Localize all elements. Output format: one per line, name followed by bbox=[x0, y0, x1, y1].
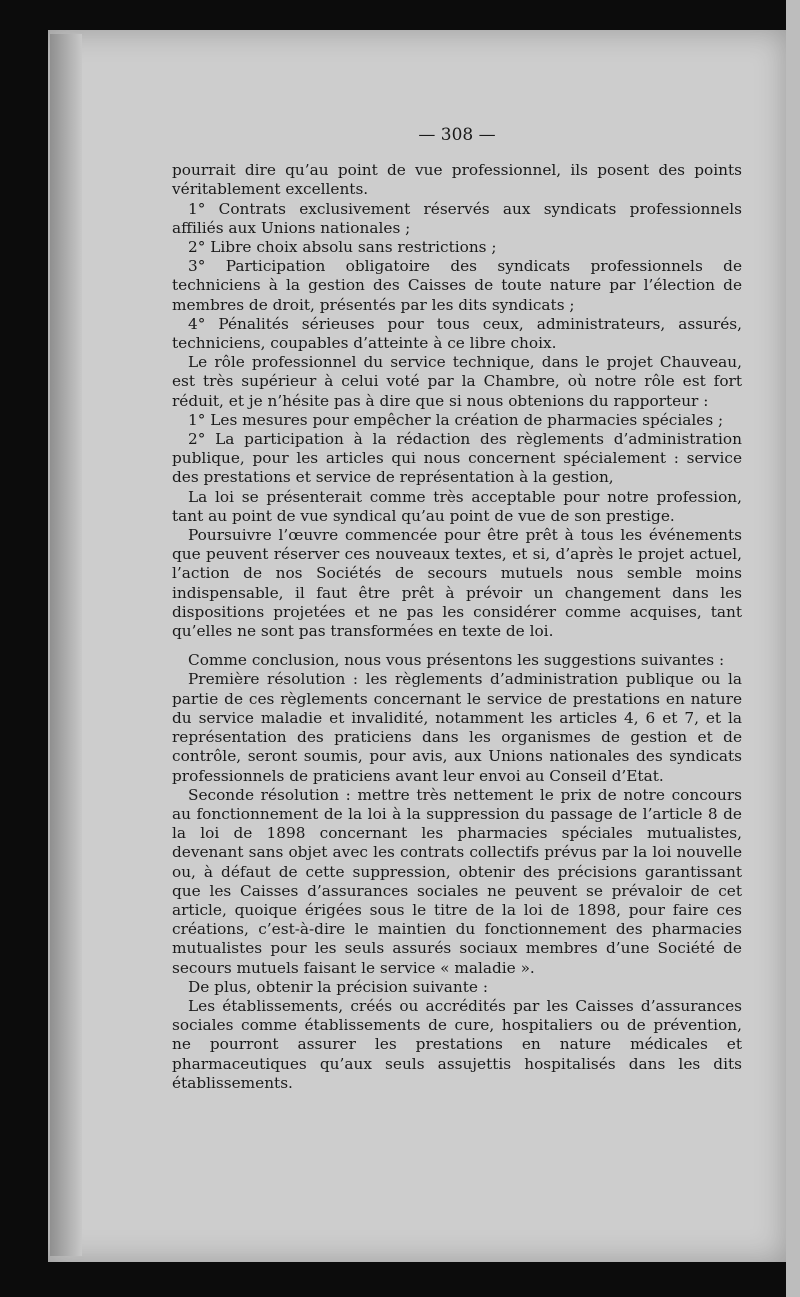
paragraph: 4° Pénalités sérieuses pour tous ceux, administrateurs, assurés, techniciens, coupables d’atteinte à ce libre choix. bbox=[172, 314, 742, 353]
paragraph: Comme conclusion, nous vous présentons les suggestions suivantes : bbox=[188, 651, 725, 670]
paragraph: Poursuivre l’œuvre commencée pour être prêt à tous les événements que peuvent réserver ces nouveaux textes, et si, d’après le projet actuel, l’action de nos Sociétés de secours mutuels nous semble moins indispensable, il faut être prêt à prévoir un changement dans les dispositions projetées et ne pas les considérer comme acquises, tant qu’elles ne sont pas transformées en texte de loi. bbox=[172, 526, 742, 641]
paragraph: pourrait dire qu’au point de vue professionnel, ils posent des points véritablement excellents. bbox=[172, 161, 742, 199]
page-number: — 308 — bbox=[418, 125, 496, 145]
paragraph: Le rôle professionnel du service technique, dans le projet Chauveau, est très supérieur à celui voté par la Chambre, où notre rôle est fort réduit, et je n’hésite pas à dire que si nous obtenions du rapporteur : bbox=[172, 353, 742, 410]
paragraph: Seconde résolution : mettre très nettement le prix de notre concours au fonctionnement de la loi à la suppression du passage de l’article 8 de la loi de 1898 concernant les pharmacies spéciales mutualistes, devenant sans objet avec les contrats collectifs prévus par la loi nouvelle ou, à défaut de cette suppression, obtenir des précisions garantissant que les Caisses d’assurances sociales ne peuvent se prévaloir de cet article, quoique érigées sous le titre de la loi de 1898, pour faire ces créations, c’est-à-dire le maintien du fonctionnement des pharmacies mutualistes pour les seuls assurés sociaux membres d’une Société de secours mutuels faisant le service « maladie ». bbox=[172, 785, 742, 977]
paragraph: De plus, obtenir la précision suivante : bbox=[188, 977, 488, 996]
paragraph: 2° La participation à la rédaction des règlements d’administration publique, pour les articles qui nous concernent spécialement : service des prestations et service de représentation à la gestion, bbox=[172, 430, 742, 487]
paragraph: La loi se présenterait comme très acceptable pour notre profession, tant au point de vue syndical qu’au point de vue de son prestige. bbox=[172, 487, 742, 525]
paragraph: 1° Les mesures pour empêcher la création de pharmacies spéciales ; bbox=[188, 410, 724, 429]
paragraph: 1° Contrats exclusivement réservés aux syndicats professionnels affiliés aux Unions nationales ; bbox=[172, 199, 742, 237]
adjacent-page-edge bbox=[786, 0, 800, 1297]
paragraph: 2° Libre choix absolu sans restrictions ; bbox=[188, 238, 497, 257]
paragraph: Les établissements, créés ou accrédités par les Caisses d’assurances sociales comme établissements de cure, hospitaliers ou de prévention, ne pourront assurer les prestations en nature médicales et pharmaceutiques qu’aux seuls assujettis hospitalisés dans les dits établissements. bbox=[172, 996, 742, 1092]
page-gutter-shadow bbox=[50, 34, 82, 1256]
paragraph: Première résolution : les règlements d’administration publique ou la partie de ces règlements concernant le service de prestations en nature du service maladie et invalidité, notamment les articles 4, 6 et 7, et la représentation des praticiens dans les organismes de gestion et de contrôle, seront soumis, pour avis, aux Unions nationales des syndicats professionnels de praticiens avant leur envoi au Conseil d’Etat. bbox=[172, 670, 742, 785]
paragraph: 3° Participation obligatoire des syndicats professionnels de techniciens à la gestion des Caisses de toute nature par l’élection de membres de droit, présentés par les dits syndicats ; bbox=[172, 257, 742, 314]
page-text bbox=[172, 126, 742, 1093]
